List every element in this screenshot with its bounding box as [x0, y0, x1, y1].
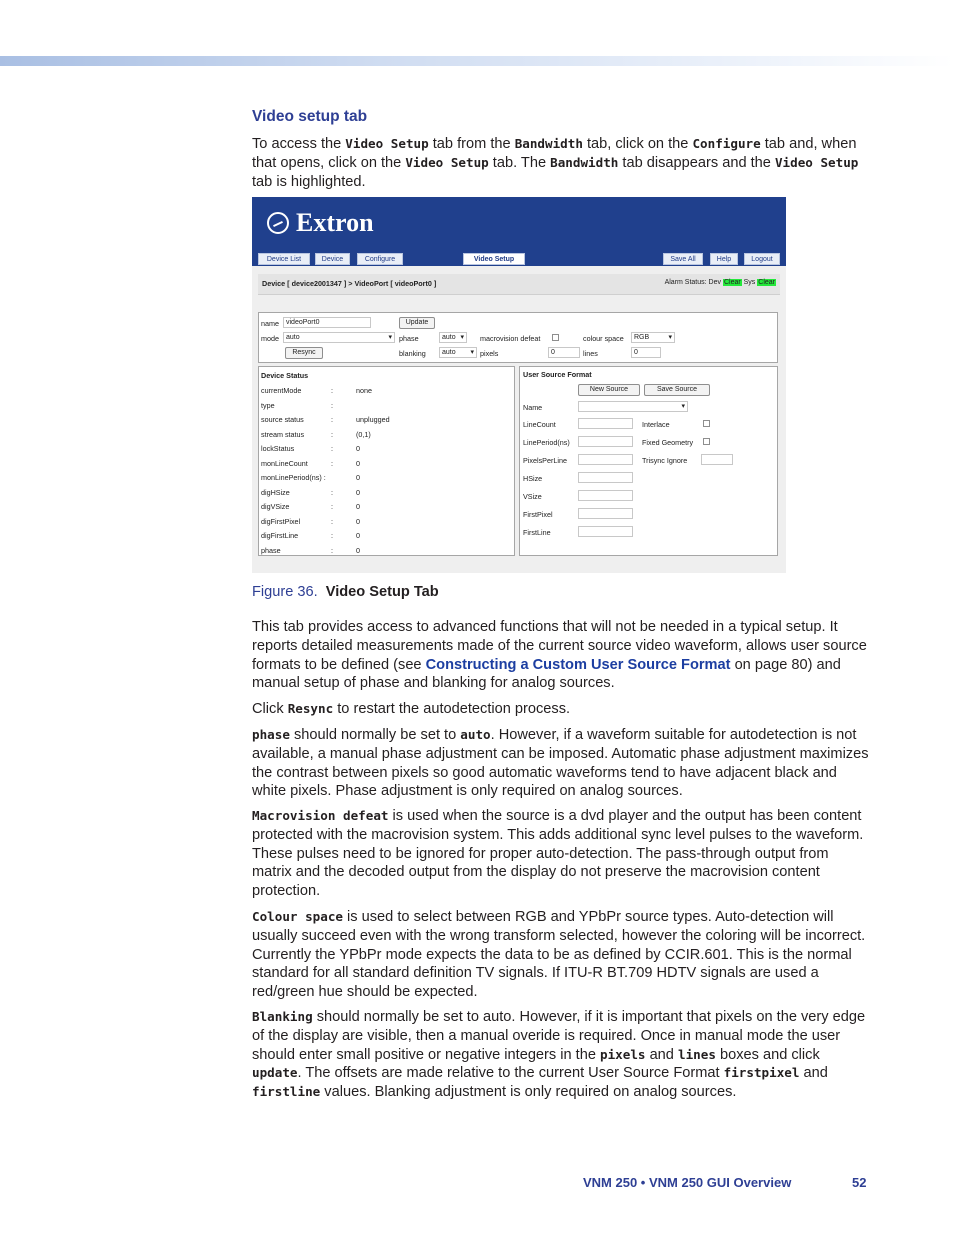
custom-source-format-link[interactable]: Constructing a Custom User Source Format: [425, 656, 731, 673]
device-status-value: 0: [356, 487, 360, 497]
device-status-key: monLinePeriod(ns) :: [261, 473, 326, 482]
usf-linecount-input[interactable]: [578, 418, 633, 429]
header-gradient-bar: [0, 56, 954, 66]
paragraph-phase: phase should normally be set to auto. However, if a waveform suitable for autodetection is not available, a manual phase adjustment can be imposed. Automatic phase adjustment maximizes the contrast between pixels so good automatic waveforms tend to have adjacent black and white pixels. Phase adjustment is only required on analog sources.: [252, 727, 869, 800]
device-status-key: digHSize: [261, 487, 290, 497]
device-status-value: none: [356, 386, 372, 395]
device-status-colon: :: [331, 400, 333, 410]
usf-firstline-label: FirstLine: [523, 528, 551, 537]
device-status-value: 0: [356, 545, 360, 555]
device-status-colon: :: [331, 444, 333, 453]
tab-video-setup[interactable]: Video Setup: [463, 253, 525, 265]
usf-lineperiod-label: LinePeriod(ns): [523, 438, 570, 447]
section-heading: Video setup tab: [252, 108, 368, 125]
tab-device-list[interactable]: Device List: [258, 253, 310, 265]
device-status-colon: :: [331, 545, 333, 555]
mode-label: mode: [261, 334, 279, 343]
usf-pixelsperline-label: PixelsPerLine: [523, 456, 567, 465]
save-source-button[interactable]: Save Source: [644, 384, 710, 396]
device-status-key: digVSize: [261, 502, 290, 511]
name-label: name: [261, 319, 279, 328]
page-number: 52: [852, 1175, 867, 1190]
device-status-value: (0,1): [356, 429, 371, 439]
blanking-label: blanking: [399, 349, 426, 358]
usf-trisync-label: Trisync Ignore: [642, 456, 688, 465]
usf-name-select[interactable]: [578, 401, 688, 412]
usf-vsize-label: VSize: [523, 492, 542, 501]
figure-title: Video Setup Tab: [325, 584, 439, 600]
lines-input[interactable]: 0: [631, 347, 661, 358]
device-status-panel: [258, 366, 515, 556]
blanking-select[interactable]: auto ▾: [439, 347, 477, 358]
update-button[interactable]: Update: [399, 317, 435, 329]
device-status-colon: :: [331, 487, 333, 497]
usf-vsize-input[interactable]: [578, 490, 633, 501]
colour-space-select[interactable]: RGB ▾: [631, 332, 675, 343]
colour-space-label: colour space: [583, 334, 624, 343]
extron-banner: [252, 197, 786, 252]
intro-paragraph: To access the Video Setup tab from the Bandwidth tab, click on the Configure tab and, when that opens, click on the Video Setup tab. The Bandwidth tab disappears and the Video Setup tab is highlighted.: [252, 136, 859, 190]
user-source-panel: [519, 366, 778, 556]
device-status-key: source status: [261, 415, 304, 424]
usf-interlace-label: Interlace: [642, 420, 670, 429]
resync-button[interactable]: Resync: [285, 347, 323, 359]
phase-select[interactable]: auto ▾: [439, 332, 467, 343]
breadcrumb-row: [258, 274, 780, 295]
usf-fixedgeom-label: Fixed Geometry: [642, 438, 694, 447]
device-status-colon: :: [331, 429, 333, 439]
tab-save-all[interactable]: Save All: [663, 253, 703, 265]
usf-hsize-input[interactable]: [578, 472, 633, 483]
device-status-colon: :: [331, 415, 333, 424]
usf-firstline-input[interactable]: [578, 526, 633, 537]
device-status-colon: :: [331, 458, 333, 468]
paragraph-overview: This tab provides access to advanced functions that will not be needed in a typical setup. It reports detailed measurements made of the current source video waveform, allows user source formats to be defined (see Constructing a Custom User Source Format on page 80) and manual setup of phase and blanking for analog sources.: [252, 619, 867, 692]
device-status-key: type: [261, 400, 275, 410]
extron-logo-text: Extron: [296, 208, 374, 237]
config-panel: [258, 312, 778, 363]
paragraph-blanking: Blanking should normally be set to auto. However, if it is important that pixels on the very edge of the display are visible, then a manual overide is required. Once in manual mode the user should enter small positive or negative integers in the pixels and lines boxes and click update. The offsets are made relative to the current User Source Format firstpixel and firstline values. Blanking adjustment is only required on analog sources.: [252, 1009, 866, 1101]
phase-label: phase: [399, 334, 419, 343]
macrovision-checkbox[interactable]: [552, 334, 559, 341]
tab-logout[interactable]: Logout: [744, 253, 780, 265]
pixels-input[interactable]: 0: [548, 347, 580, 358]
device-status-value: 0: [356, 502, 360, 511]
paragraph-resync: Click Resync to restart the autodetection process.: [252, 701, 571, 717]
device-status-value: 0: [356, 516, 360, 526]
name-input[interactable]: videoPort0: [283, 317, 371, 328]
device-status-value: unplugged: [356, 415, 390, 424]
video-setup-screenshot: [252, 197, 786, 573]
usf-linecount-label: LineCount: [523, 420, 556, 429]
usf-interlace-checkbox[interactable]: [703, 420, 710, 427]
usf-firstpixel-label: FirstPixel: [523, 510, 553, 519]
device-status-value: 0: [356, 444, 360, 453]
usf-lineperiod-input[interactable]: [578, 436, 633, 447]
new-source-button[interactable]: New Source: [578, 384, 640, 396]
tab-configure[interactable]: Configure: [357, 253, 403, 265]
device-status-value: 0: [356, 531, 360, 540]
device-status-key: stream status: [261, 429, 305, 439]
extron-logo-icon: [267, 212, 289, 234]
alarm-status: Alarm Status: Dev Clear Sys Clear: [664, 279, 775, 286]
tab-device[interactable]: Device: [315, 253, 350, 265]
device-status-value: 0: [356, 458, 360, 468]
breadcrumb[interactable]: Device [ device2001347 ] > VideoPort [ videoPort0 ]: [262, 279, 437, 288]
device-status-key: lockStatus: [261, 444, 295, 453]
lines-label: lines: [583, 349, 598, 358]
dev-clear-badge: Clear: [723, 279, 741, 286]
device-status-colon: :: [331, 516, 333, 526]
device-status-value: 0: [356, 473, 360, 482]
tab-help[interactable]: Help: [710, 253, 738, 265]
usf-pixelsperline-input[interactable]: [578, 454, 633, 465]
paragraph-macrovision: Macrovision defeat is used when the source is a dvd player and the output has been content protected with the macrovision system. This adds additional sync level pulses to the waveform. These pulses need to be ignored for proper auto-detection. The pass-through output from matrix and the decoded output from the display do not preserve the macrovision content protection.: [252, 808, 864, 900]
paragraph-colour-space: Colour space is used to select between RGB and YPbPr source types. Auto-detection will usually succeed even with the wrong transform selected, however the coloring will be incorrect. Currently the YPbPr mode expects the data to be as defined by CCIR.601. This is the normal standard for all standard definition TV signals. If ITU-R BT.709 HDTV signals are used a red/green hue should be expected.: [252, 909, 866, 1001]
usf-hsize-label: HSize: [523, 474, 543, 483]
usf-fixedgeom-checkbox[interactable]: [703, 438, 710, 445]
device-status-key: monLineCount: [261, 458, 308, 468]
usf-name-label: Name: [523, 403, 543, 412]
device-status-key: digFirstLine: [261, 531, 299, 540]
device-status-colon: :: [331, 502, 333, 511]
device-status-colon: :: [331, 531, 333, 540]
sys-clear-badge: Clear: [758, 279, 775, 286]
figure-number: Figure 36.: [252, 584, 318, 600]
device-status-title: Device Status: [261, 371, 309, 380]
device-status-key: phase: [261, 545, 281, 555]
user-source-title: User Source Format: [523, 370, 592, 379]
usf-trisync-input[interactable]: [701, 454, 733, 465]
tab-bar: [252, 252, 786, 266]
device-status-colon: :: [331, 386, 333, 395]
device-status-key: digFirstPixel: [261, 516, 301, 526]
macrovision-label: macrovision defeat: [480, 334, 541, 343]
usf-firstpixel-input[interactable]: [578, 508, 633, 519]
device-status-key: currentMode: [261, 386, 302, 395]
footer-title: VNM 250 • VNM 250 GUI Overview: [583, 1175, 792, 1190]
figure-caption: [252, 584, 439, 600]
mode-select[interactable]: auto ▾: [283, 332, 395, 343]
pixels-label: pixels: [480, 349, 499, 358]
